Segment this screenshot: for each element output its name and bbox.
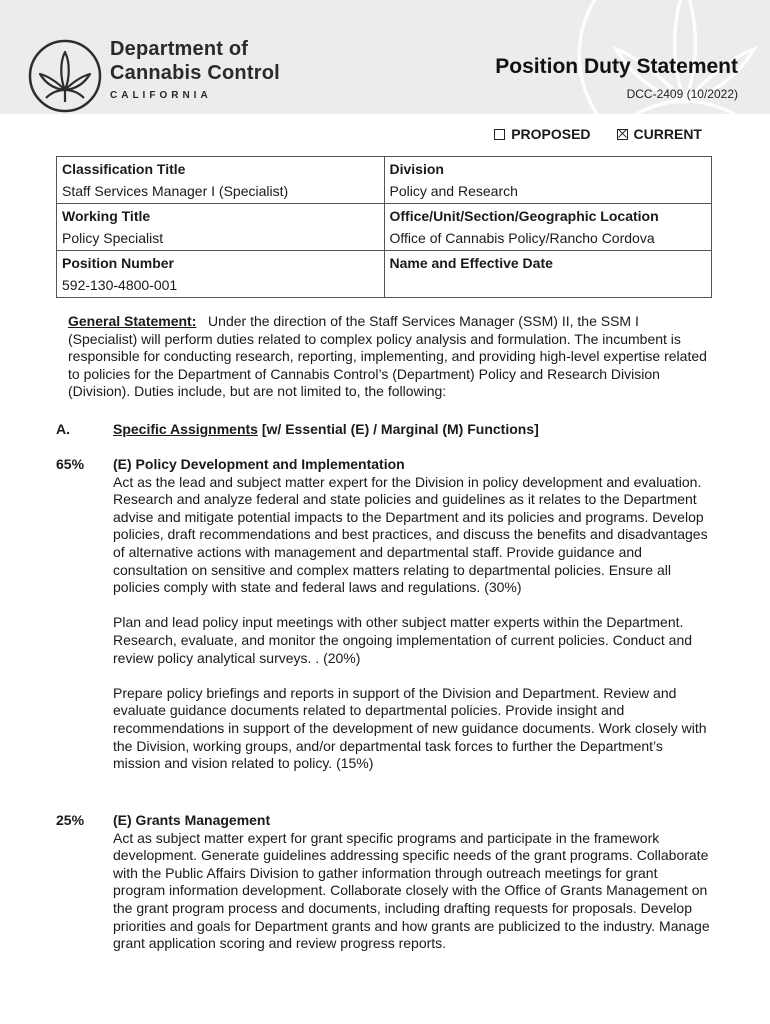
agency-name-line2: Cannabis Control: [110, 62, 280, 84]
working-title-value: Policy Specialist: [62, 230, 164, 246]
classification-title-cell: [57, 157, 385, 204]
division-cell: [384, 157, 712, 204]
duty-item: [56, 456, 712, 790]
name-date-cell: [384, 251, 712, 298]
working-title-label: Working Title: [62, 208, 151, 224]
duty-heading: (E) Policy Development and Implementation: [113, 456, 405, 472]
general-statement-text: Under the direction of the Staff Services Manager (SSM) II, the SSM I (Specialist) will perform duties related to complex policy analysis and formulation. The incumbent is responsible for conducting research, reporting, implementing, and providing high-level expertise related to policies for the Department of Cannabis Control’s (Department) Policy and Research Division (Division). Duties include, but are not limited to, the following:: [68, 313, 707, 400]
section-letter: A.: [56, 421, 70, 437]
agency-name-line1: Department of: [110, 38, 249, 60]
division-label: Division: [389, 161, 444, 177]
position-number-label: Position Number: [62, 255, 175, 271]
section-title: Specific Assignments: [113, 421, 258, 437]
position-info-table: [56, 156, 712, 298]
agency-state: CALIFORNIA: [110, 90, 212, 101]
office-cell: [384, 204, 712, 251]
section-subtitle: [w/ Essential (E) / Marginal (M) Functions]: [261, 421, 539, 437]
duty-percent: 25%: [56, 812, 85, 828]
general-statement-label: General Statement:: [68, 313, 197, 329]
office-value: Office of Cannabis Policy/Rancho Cordova: [389, 230, 655, 246]
duty-heading: (E) Grants Management: [113, 812, 271, 828]
current-checkbox[interactable]: [617, 129, 628, 140]
proposed-label: PROPOSED: [511, 126, 591, 142]
dcc-logo-icon: [27, 38, 103, 114]
position-number-value: 592-130-4800-001: [62, 277, 178, 293]
general-statement: [68, 313, 708, 401]
form-number: DCC-2409 (10/2022): [626, 87, 738, 101]
office-label: Office/Unit/Section/Geographic Location: [389, 208, 659, 224]
name-date-label: Name and Effective Date: [389, 255, 553, 271]
duty-paragraph: Plan and lead policy input meetings with other subject matter experts within the Department. Research, evaluate, and monitor the ongoing implementation of current policies. Conduct and review policy analytical surveys. . (20%): [113, 614, 693, 666]
position-number-cell: [57, 251, 385, 298]
proposed-checkbox[interactable]: [494, 129, 505, 140]
duty-paragraph: Prepare policy briefings and reports in support of the Division and Department. Review and evaluate guidance documents related to departmental policies. Provide insight and recommendations in support of the development of new guidance documents. Work closely with the Division, working groups, and/or departmental task forces to further the Department’s mission and vision related to policy. (15%): [113, 684, 707, 772]
page-header: [0, 0, 770, 114]
classification-title-label: Classification Title: [62, 161, 186, 177]
name-date-value[interactable]: [390, 277, 707, 294]
status-checkboxes: [494, 126, 702, 142]
division-value: Policy and Research: [389, 183, 518, 199]
working-title-cell: [57, 204, 385, 251]
duty-percent: 65%: [56, 456, 85, 472]
document-title: Position Duty Statement: [495, 55, 738, 78]
section-a-heading: [56, 421, 539, 437]
current-label: CURRENT: [633, 126, 702, 142]
duty-item: [56, 812, 712, 970]
duty-paragraph: Act as subject matter expert for grant specific programs and participate in the framework development. Generate guidelines addressing specific needs of the grant programs. Collaborate with the Public Affairs Division to gather information through outreach meetings for grant program information development. Collaborate closely with the Office of Grants Management on the grant program process and documents, including drafting requests for proposals. Develop priorities and goals for Department grants and how grants are publicized to the industry. Manage grant application scoring and review progress reports.: [113, 829, 710, 952]
classification-title-value: Staff Services Manager I (Specialist): [62, 183, 289, 199]
duty-paragraph: Act as the lead and subject matter expert for the Division in policy development and evaluation. Research and analyze federal and state policies and guidelines as it relates to the Department advise and mitigate potential impacts to the Department and its policies and programs. Develop policies, draft recommendations and best practices, and discuss the benefits and disadvantages of alternative actions with management and departmental staff. Provide guidance and consultation on sensitive and complex matters relating to departmental policies. Ensure all policies comply with state and federal laws and regulations. (30%): [113, 473, 708, 596]
